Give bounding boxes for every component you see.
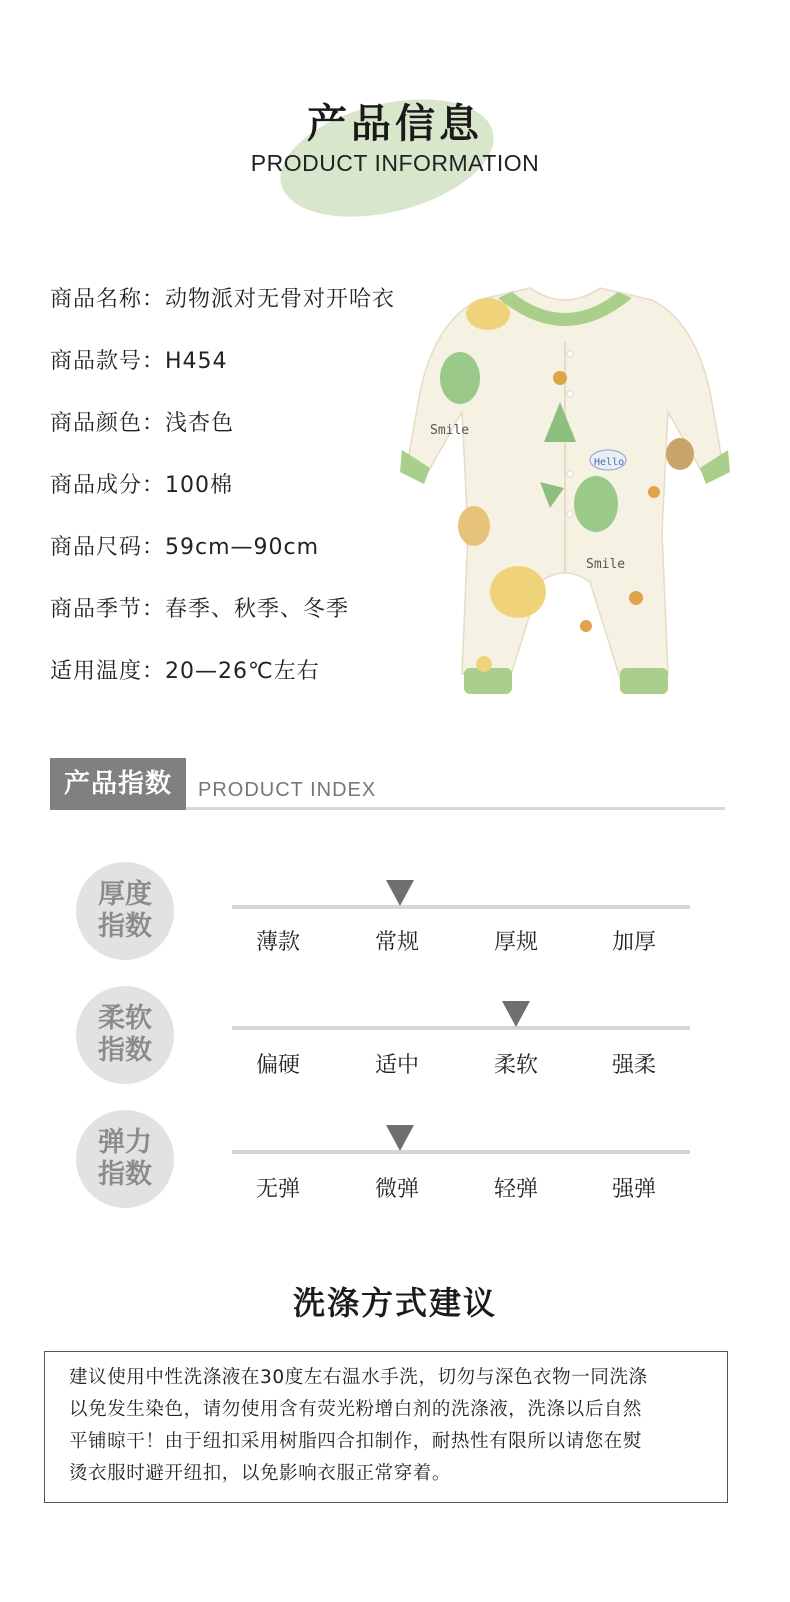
- info-label: 商品颜色：: [50, 411, 166, 436]
- softness-scale-bar: [232, 1026, 690, 1030]
- product-romper-image: [400, 282, 730, 700]
- thickness-option: 常规: [374, 930, 419, 955]
- info-label: 商品尺码：: [50, 535, 166, 560]
- badge-label-line1: 柔软: [98, 1003, 152, 1034]
- info-value: 100棉: [165, 473, 234, 498]
- washing-title: 洗涤方式建议: [292, 1284, 497, 1322]
- elasticity-index-badge: [76, 1110, 174, 1208]
- washing-line: 烫衣服时避开纽扣，以免影响衣服正常穿着。: [69, 1463, 452, 1484]
- elasticity-option: 微弹: [374, 1177, 419, 1202]
- info-row-season: [50, 592, 349, 623]
- washing-line: 建议使用中性洗涤液在30度左右温水手洗，切勿与深色衣物一同洗涤: [69, 1367, 648, 1388]
- info-label: 商品名称：: [50, 287, 166, 312]
- thickness-indicator-arrow-icon: [386, 880, 414, 906]
- info-value: 春季、秋季、冬季: [165, 597, 350, 622]
- info-row-temperature: [50, 654, 320, 685]
- elasticity-option: 无弹: [255, 1177, 300, 1202]
- info-row-material: [50, 468, 233, 499]
- page-subtitle: PRODUCT INFORMATION: [250, 150, 540, 176]
- thickness-option: 加厚: [611, 930, 656, 955]
- index-section-title: 产品指数: [50, 758, 186, 810]
- index-divider: [186, 807, 725, 810]
- info-value: 20—26℃左右: [165, 659, 320, 684]
- softness-option: 强柔: [611, 1053, 656, 1078]
- softness-option: 偏硬: [255, 1053, 300, 1078]
- softness-index-badge: [76, 986, 174, 1084]
- softness-option: 柔软: [493, 1053, 538, 1078]
- info-value: 浅杏色: [165, 411, 235, 436]
- info-value: 动物派对无骨对开哈衣: [165, 287, 396, 312]
- washing-instructions-box: [44, 1351, 728, 1503]
- info-row-color: [50, 406, 234, 437]
- badge-label-line2: 指数: [98, 911, 152, 942]
- print-text-hello: Hello: [594, 457, 625, 468]
- thickness-scale-bar: [232, 905, 690, 909]
- info-label: 商品款号：: [50, 349, 166, 374]
- print-text-smile: Smile: [586, 557, 626, 572]
- info-value: 59cm—90cm: [165, 535, 320, 560]
- washing-line: 以免发生染色，请勿使用含有荧光粉增白剂的洗涤液，洗涤以后自然: [69, 1399, 643, 1420]
- index-section-subtitle: PRODUCT INDEX: [198, 779, 377, 801]
- washing-line: 平铺晾干！由于纽扣采用树脂四合扣制作，耐热性有限所以请您在熨: [69, 1431, 643, 1452]
- softness-indicator-arrow-icon: [502, 1001, 530, 1027]
- info-row-size: [50, 530, 319, 561]
- badge-label-line2: 指数: [98, 1035, 152, 1066]
- elasticity-indicator-arrow-icon: [386, 1125, 414, 1151]
- elasticity-option: 强弹: [611, 1177, 656, 1202]
- info-row-name: [50, 282, 395, 313]
- print-text-smile: Smile: [430, 423, 470, 438]
- thickness-option: 薄款: [255, 930, 300, 955]
- elasticity-option: 轻弹: [493, 1177, 538, 1202]
- softness-option: 适中: [374, 1053, 419, 1078]
- page-title: 产品信息: [307, 101, 483, 147]
- info-label: 适用温度：: [50, 659, 166, 684]
- info-value: H454: [165, 349, 228, 374]
- elasticity-scale-bar: [232, 1150, 690, 1154]
- badge-label-line1: 厚度: [98, 879, 152, 910]
- info-label: 商品季节：: [50, 597, 166, 622]
- info-row-style-number: [50, 344, 228, 375]
- badge-label-line2: 指数: [98, 1159, 152, 1190]
- thickness-index-badge: [76, 862, 174, 960]
- thickness-option: 厚规: [493, 930, 538, 955]
- badge-label-line1: 弹力: [98, 1127, 152, 1158]
- info-label: 商品成分：: [50, 473, 166, 498]
